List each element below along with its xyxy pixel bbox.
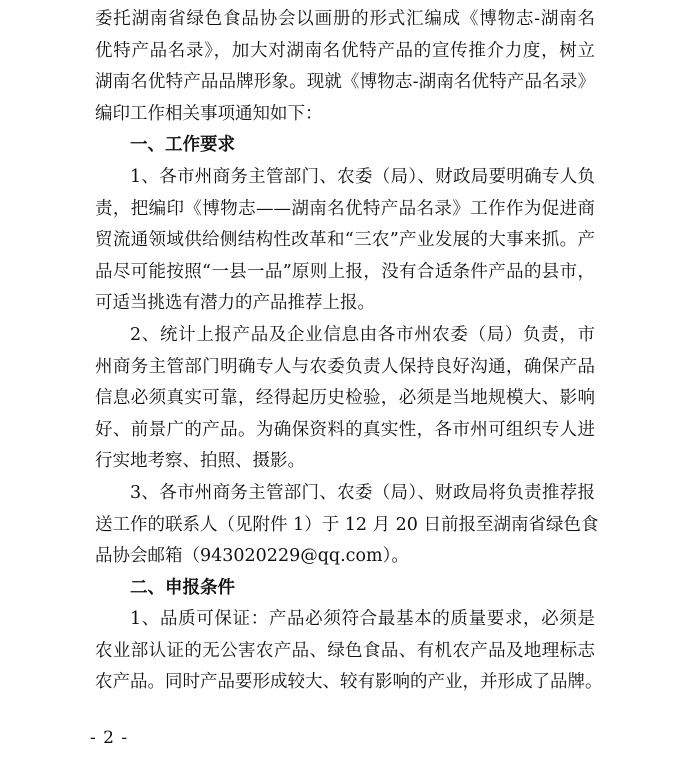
text-line: 优特产品名录》，加大对湖南名优特产品的宣传推介力度，树立 (95, 40, 595, 61)
text-line: 贸流通领域供给侧结构性改革和“三农”产业发展的大事来抓。产 (95, 230, 595, 251)
text-line: 好、前景广的产品。为确保资料的真实性，各市州可组织专人进 (95, 419, 595, 440)
text-line: 委托湖南省绿色食品协会以画册的形式汇编成《博物志-湖南名 (95, 9, 595, 29)
text-line: 行实地考察、拍照、摄影。 (95, 451, 305, 472)
document-page (95, 0, 603, 699)
section-heading: 一、工作要求 (130, 135, 235, 156)
text-line: 编印工作相关事项通知如下： (95, 103, 323, 124)
paragraph-4 (95, 604, 603, 699)
text-line: 农产品。同时产品要形成较大、较有影响的产业，并形成了品牌。 (95, 672, 603, 693)
text-line: 2、统计上报产品及企业信息由各市州农委（局）负责，市 (130, 324, 595, 345)
text-line: 1、各市州商务主管部门、农委（局）、财政局要明确专人负 (130, 166, 595, 187)
text-line: 品协会邮箱（943020229@qq.com）。 (95, 546, 409, 567)
intro-paragraph (95, 4, 595, 130)
text-line: 农业部认证的无公害农产品、绿色食品、有机农产品及地理标志 (95, 640, 595, 661)
text-line: 信息必须真实可靠，经得起历史检验，必须是当地规模大、影响 (95, 388, 595, 409)
paragraph-2 (95, 320, 595, 478)
text-line: 湖南名优特产品品牌形象。现就《博物志-湖南名优特产品名录》 (95, 72, 595, 93)
section-application-conditions (95, 573, 603, 699)
text-line: 责，把编印《博物志——湖南名优特产品名录》工作作为促进商 (95, 198, 595, 219)
text-line: 州商务主管部门明确专人与农委负责人保持良好沟通，确保产品 (95, 356, 595, 377)
section-work-requirements (95, 130, 599, 572)
section-heading: 二、申报条件 (130, 577, 235, 598)
text-line: 品尽可能按照“一县一品”原则上报，没有合适条件产品的县市， (95, 261, 595, 282)
text-line: 可适当挑选有潜力的产品推荐上报。 (95, 293, 375, 314)
text-line: 1、品质可保证：产品必须符合最基本的质量要求，必须是 (130, 609, 595, 630)
text-line: 3、各市州商务主管部门、农委（局）、财政局将负责推荐报 (130, 482, 595, 503)
paragraph-1 (95, 162, 595, 320)
text-line: 送工作的联系人（见附件 1）于 12 月 20 日前报至湖南省绿色食 (95, 514, 599, 535)
paragraph-3 (95, 478, 599, 573)
page-number: - 2 - (90, 728, 129, 748)
